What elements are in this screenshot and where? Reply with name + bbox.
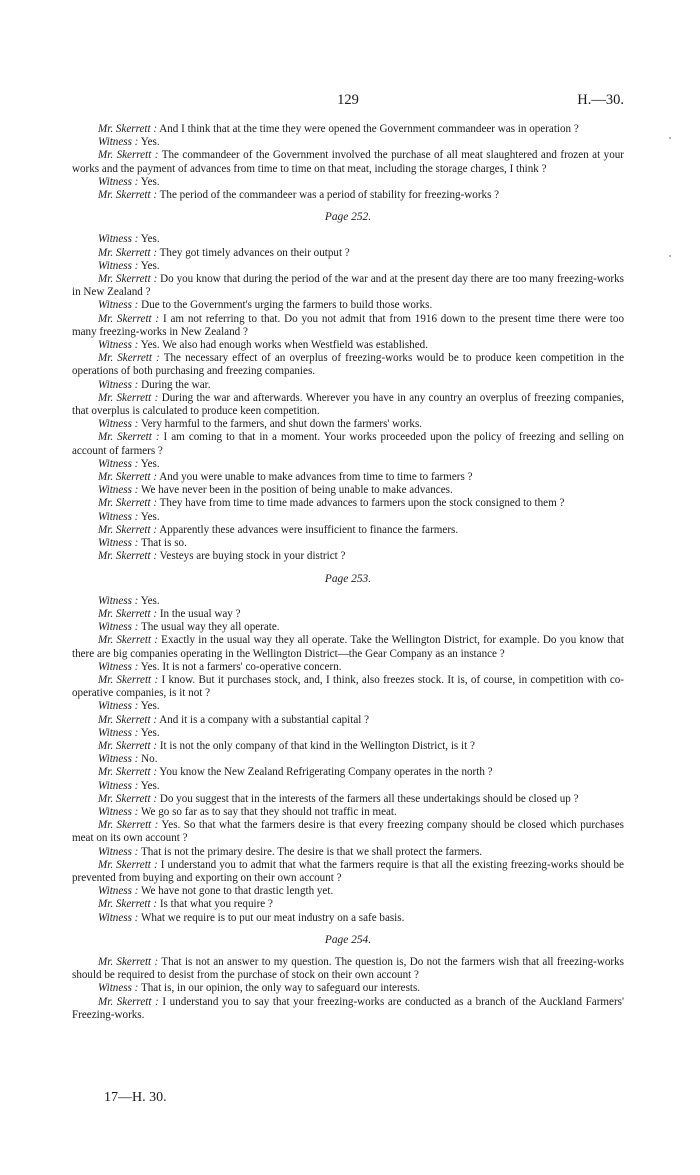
speech-text: Yes. We also had enough works when Westfield was established. <box>138 339 428 352</box>
speech-text: Yes. <box>138 726 160 739</box>
transcript-paragraph <box>72 247 624 260</box>
speech-text: It is not the only company of that kind in the Wellington District, is it ? <box>157 739 475 752</box>
speaker-label: Witness : <box>98 660 139 673</box>
sheet-reference: 17—H. 30. <box>104 1090 167 1105</box>
speech-text: The usual way they all operate. <box>138 621 280 634</box>
transcript-paragraph <box>72 912 624 925</box>
speech-text: They got timely advances on their output ? <box>157 246 350 259</box>
stray-mark <box>669 255 671 257</box>
speech-text: And it is a company with a substantial capital ? <box>157 713 370 726</box>
speech-text: I understand you to admit that what the farmers require is that all the existing freezing-works should be prevented from buying and exporting on their own account ? <box>72 858 624 884</box>
speech-text: Due to the Government's urging the farmers to build those works. <box>138 299 433 312</box>
speech-text: Yes. <box>138 136 160 149</box>
speaker-label: Witness : <box>98 339 139 352</box>
speaker-label: Mr. Skerrett : <box>98 819 159 832</box>
transcript-paragraph <box>72 260 624 273</box>
speech-text: Exactly in the usual way they all operate. Take the Wellington District, for example. Do you know that there are big companies operating in the Wellington District—the Gear Company as an instance ? <box>72 634 624 660</box>
transcript-paragraph <box>72 392 624 418</box>
speech-text: I am not referring to that. Do you not admit that from 1916 down to the present time there were too many freezing-works in New Zealand ? <box>72 312 624 338</box>
transcript-paragraph <box>72 484 624 497</box>
transcript-paragraph <box>72 634 624 660</box>
speaker-label: Witness : <box>98 845 139 858</box>
speaker-label: Mr. Skerrett : <box>98 312 160 325</box>
speaker-label: Witness : <box>98 753 139 766</box>
speech-text: That is not the primary desire. The desire is that we shall protect the farmers. <box>138 845 483 858</box>
speech-text: In the usual way ? <box>157 607 241 620</box>
transcript-paragraph <box>72 189 624 202</box>
speaker-label: Mr. Skerrett : <box>98 713 158 726</box>
speaker-label: Witness : <box>98 779 139 792</box>
speaker-label: Mr. Skerrett : <box>98 955 159 968</box>
speech-text: The necessary effect of an overplus of freezing-works would be to produce keen competition in the operations of both purchasing and freezing companies. <box>72 352 624 378</box>
speaker-label: Mr. Skerrett : <box>98 471 158 484</box>
speech-text: That is not an answer to my question. The question is, Do not the farmers wish that all freezing-works should be required to desist from the purchase of stock on their own account ? <box>72 955 624 982</box>
speaker-label: Mr. Skerrett : <box>98 607 158 620</box>
speaker-label: Witness : <box>98 726 139 739</box>
transcript-paragraph <box>72 379 624 392</box>
speech-text: We have not gone to that drastic length yet. <box>138 885 334 898</box>
speech-text: Yes. <box>138 457 160 470</box>
transcript-paragraph <box>72 595 624 608</box>
speech-text: Yes. <box>138 510 160 523</box>
transcript-paragraph <box>72 859 624 885</box>
speech-text: Yes. <box>138 700 160 713</box>
transcript-paragraph <box>72 885 624 898</box>
speaker-label: Mr. Skerrett : <box>98 898 158 911</box>
speech-text: They have from time to time made advances to farmers upon the stock consigned to them ? <box>157 497 565 510</box>
speaker-label: Mr. Skerrett : <box>98 149 159 162</box>
section-heading: Page 252. <box>324 211 372 224</box>
transcript-paragraph <box>72 780 624 793</box>
speaker-label: Witness : <box>98 982 139 995</box>
speaker-label: Mr. Skerrett : <box>98 123 158 135</box>
speaker-label: Mr. Skerrett : <box>98 497 158 510</box>
speaker-label: Mr. Skerrett : <box>98 858 158 871</box>
speech-text: We have never been in the position of being unable to make advances. <box>138 484 453 497</box>
transcript-paragraph <box>72 273 624 299</box>
speaker-label: Witness : <box>98 885 139 898</box>
speaker-label: Witness : <box>98 136 139 149</box>
transcript-paragraph <box>72 471 624 484</box>
speech-text: You know the New Zealand Refrigerating Company operates in the north ? <box>157 766 493 779</box>
speech-text: Yes. So that what the farmers desire is that every freezing company should be closed which purchases meat on its own account ? <box>72 819 624 845</box>
speech-text: The period of the commandeer was a period of stability for freezing-works ? <box>157 189 500 202</box>
transcript-paragraph <box>72 996 624 1022</box>
speech-text: Yes. <box>138 233 160 246</box>
speech-text: No. <box>138 753 158 766</box>
transcript-paragraph <box>72 819 624 845</box>
speaker-label: Witness : <box>98 233 139 246</box>
transcript-paragraph <box>72 233 624 246</box>
transcript-paragraph <box>72 136 624 149</box>
speech-text: Do you know that during the period of the war and at the present day there are too many freezing-works in New Zealand ? <box>72 273 624 299</box>
speech-text: Yes. <box>138 779 160 792</box>
transcript-paragraph <box>72 339 624 352</box>
transcript-paragraph <box>72 149 624 175</box>
document-reference: H.—30. <box>577 92 624 108</box>
transcript-paragraph <box>72 956 624 982</box>
speaker-label: Witness : <box>98 621 139 634</box>
transcript-paragraph <box>72 846 624 859</box>
speaker-label: Mr. Skerrett : <box>98 273 158 286</box>
transcript-paragraph <box>72 497 624 510</box>
speaker-label: Witness : <box>98 537 139 550</box>
speaker-label: Witness : <box>98 299 139 312</box>
section-heading: Page 253. <box>324 572 372 585</box>
speaker-label: Witness : <box>98 594 139 607</box>
transcript-paragraph <box>72 714 624 727</box>
speech-text: Yes. <box>138 594 160 607</box>
transcript-paragraph <box>72 418 624 431</box>
speech-text: The commandeer of the Government involved the purchase of all meat slaughtered and frozen at your works and the payment of advances from time to time on that meat, including the storage charges, I think ? <box>72 149 624 175</box>
transcript-paragraph <box>72 608 624 621</box>
speaker-label: Mr. Skerrett : <box>98 673 159 686</box>
transcript-paragraph <box>72 727 624 740</box>
speaker-label: Mr. Skerrett : <box>98 352 160 365</box>
transcript-paragraph <box>72 898 624 911</box>
transcript-paragraph <box>72 299 624 312</box>
speaker-label: Witness : <box>98 510 139 523</box>
transcript-paragraph <box>72 431 624 457</box>
speaker-label: Mr. Skerrett : <box>98 246 158 259</box>
transcript-paragraph <box>72 806 624 819</box>
speech-text: We go so far as to say that they should not traffic in meat. <box>138 805 397 818</box>
speech-text: I am coming to that in a moment. Your works proceeded upon the policy of freezing and selling on account of farmers ? <box>72 431 624 457</box>
transcript-paragraph <box>72 458 624 471</box>
transcript-paragraph <box>72 982 624 995</box>
transcript-paragraph <box>72 700 624 713</box>
speaker-label: Mr. Skerrett : <box>98 391 159 404</box>
transcript-paragraph <box>72 753 624 766</box>
speech-text: What we require is to put our meat industry on a safe basis. <box>138 911 405 924</box>
transcript-paragraph <box>72 793 624 806</box>
speech-text: And you were unable to make advances from time to time to farmers ? <box>157 471 473 484</box>
page-number: 129 <box>337 92 359 108</box>
speech-text: During the war and afterwards. Wherever you have in any country an overplus of freezing companies, that overplus is calculated to produce keen competition. <box>72 391 624 418</box>
transcript-paragraph <box>72 123 624 136</box>
stray-mark <box>669 137 671 139</box>
speaker-label: Witness : <box>98 378 139 391</box>
transcript-paragraph <box>72 511 624 524</box>
speaker-label: Witness : <box>98 418 139 431</box>
transcript-paragraph <box>72 176 624 189</box>
transcript-paragraph <box>72 621 624 634</box>
transcript-paragraph <box>72 352 624 378</box>
speaker-label: Mr. Skerrett : <box>98 739 158 752</box>
speaker-label: Witness : <box>98 805 139 818</box>
speaker-label: Witness : <box>98 457 139 470</box>
speaker-label: Witness : <box>98 700 139 713</box>
speech-text: That is so. <box>138 537 187 550</box>
speech-text: Very harmful to the farmers, and shut down the farmers' works. <box>138 418 423 431</box>
speech-text: Yes. It is not a farmers' co-operative concern. <box>138 660 342 673</box>
speech-text: I know. But it purchases stock, and, I think, also freezes stock. It is, of course, in competition with co-operative companies, is it not ? <box>72 673 624 700</box>
speaker-label: Mr. Skerrett : <box>98 995 159 1008</box>
speech-text: During the war. <box>138 378 211 391</box>
speech-text: Yes. <box>138 259 160 272</box>
transcript-paragraph <box>72 674 624 700</box>
transcript-paragraph <box>72 524 624 537</box>
section-heading: Page 254. <box>324 933 372 946</box>
speaker-label: Mr. Skerrett : <box>98 766 158 779</box>
speech-text: Vesteys are buying stock in your district ? <box>157 550 346 563</box>
speaker-label: Mr. Skerrett : <box>98 792 158 805</box>
speaker-label: Witness : <box>98 911 139 924</box>
speech-text: Is that what you require ? <box>157 898 273 911</box>
speaker-label: Mr. Skerrett : <box>98 550 158 563</box>
speech-text: I understand you to say that your freezing-works are conducted as a branch of the Auckland Farmers' Freezing-works. <box>72 995 624 1021</box>
transcript-paragraph <box>72 766 624 779</box>
speech-text: That is, in our opinion, the only way to safeguard our interests. <box>138 982 421 995</box>
speaker-label: Mr. Skerrett : <box>98 431 160 444</box>
speech-text: Yes. <box>138 175 160 188</box>
speaker-label: Witness : <box>98 259 139 272</box>
speech-text: Apparently these advances were insufficient to finance the farmers. <box>157 523 459 536</box>
transcript-paragraph <box>72 550 624 563</box>
speaker-label: Mr. Skerrett : <box>98 189 158 202</box>
speaker-label: Witness : <box>98 484 139 497</box>
transcript-paragraph <box>72 740 624 753</box>
transcript-paragraph <box>72 661 624 674</box>
transcript-paragraph <box>72 537 624 550</box>
speech-text: And I think that at the time they were opened the Government commandeer was in operation ? <box>157 123 579 135</box>
transcript-body <box>72 123 624 1022</box>
transcript-paragraph <box>72 313 624 339</box>
speech-text: Do you suggest that in the interests of the farmers all these undertakings should be closed up ? <box>157 792 579 805</box>
page-header <box>72 92 624 114</box>
speaker-label: Mr. Skerrett : <box>98 523 158 536</box>
speaker-label: Mr. Skerrett : <box>98 634 158 647</box>
speaker-label: Witness : <box>98 175 139 188</box>
